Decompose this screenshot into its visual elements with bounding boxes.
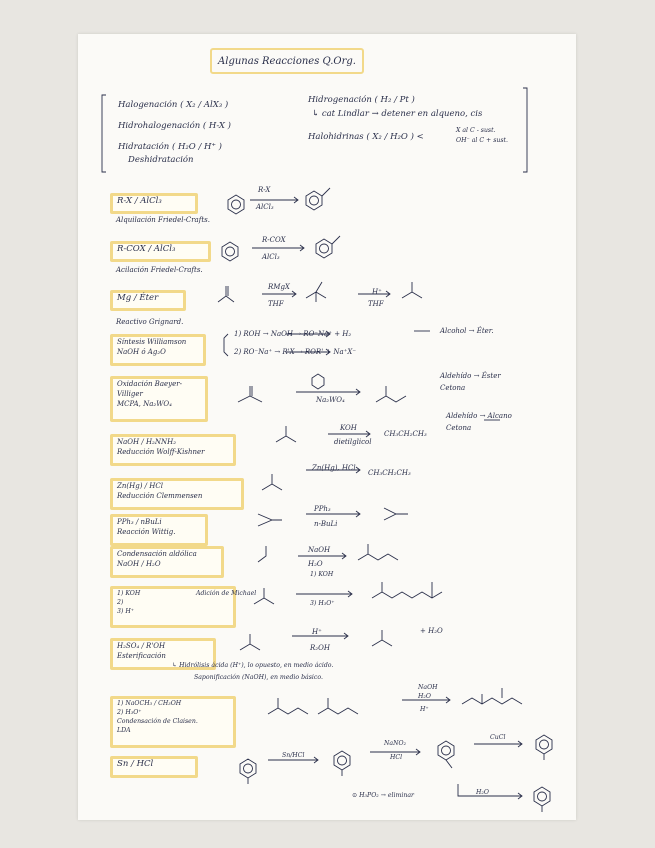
hydrolysis-note: ↳ Hidrólisis ácida (H⁺), lo opuesto, en medio ácido. [172,662,334,669]
reagent-box-wolff-kishner: NaOH / H₂NNH₂ Reducción Wolff-Kishner [110,434,236,466]
arrow-label: AlCl₃ [256,203,274,211]
arrow-label: Sn/HCl [282,752,305,759]
reagent-box-baeyer-villiger: Oxidación Baeyer- Villiger MCPA, Na₂WO₄ [110,376,208,422]
wk-product: CH₃CH₂CH₃ [384,430,427,438]
caption-grignard: Reactivo Grignard. [116,318,184,326]
arrow-label: HCl [390,754,403,761]
williamson-note: Alcohol → Éter. [440,327,494,335]
arrow-label: NaOH [418,684,438,691]
arrow-label: H₂O [308,560,323,568]
williamson-step-1: 1) ROH → NaOH → RO⁻Na⁺ + H₂ [234,330,352,338]
benzene-ring-icon [222,242,238,261]
arrow-label: dietilglicol [334,438,372,446]
reagent-box-michael: 1) KOH 2) 3) H⁺ [110,586,236,628]
diazonium-ring-icon [438,741,454,768]
arrow-label: 3) H₃O⁺ [310,600,335,607]
esterification-byproduct: + H₂O [420,627,443,635]
caption-acylation: Acilación Friedel-Crafts. [116,266,203,274]
summary-left-4: Deshidratación [128,155,194,165]
arrow-label: H₂O [476,789,489,796]
page-title: Algunas Reacciones Q.Org. [210,48,364,74]
arrow-label: H⁺ [372,288,382,296]
reagent-box-grignard: Mg / Éter [110,290,186,311]
reagent-box-sn-hcl: Sn / HCl [110,756,198,778]
arrow-label: 1) KOH [310,571,334,578]
arrow-label: n-BuLi [314,520,338,528]
wk-note-2: Cetona [446,424,472,432]
arrow-label: NaNO₂ [384,740,407,747]
saponification-note: Saponificación (NaOH), en medio básico. [194,674,323,681]
reagent-box-williamson: Síntesis Williamson NaOH ó Ag₂O [110,334,206,366]
summary-right-2: ↳ cat Lindlar → detener en alqueno, cis [312,109,483,119]
arrow-label: R-X [258,186,271,194]
arrow-label: AlCl₃ [262,253,280,261]
caption-alkylation: Alquilación Friedel-Crafts. [116,216,210,224]
reagent-box-acylation: R-COX / AlCl₃ [110,241,211,262]
phenol-icon [534,787,550,812]
wk-note-1: Aldehído → Alcano [446,412,512,420]
nitrobenzene-icon [240,759,256,784]
arrow-label: CuCl [490,734,506,741]
summary-right-1: Hidrogenación ( H₂ / Pt ) [308,95,415,105]
arrow-label: RMgX [268,283,290,291]
clemmensen-product: CH₃CH₂CH₃ [368,469,411,477]
arrow-label: H₂O [418,693,431,700]
arrow-label: Zn(Hg), HCl [312,464,356,472]
arrow-label: NaOH [308,546,331,554]
reagent-box-claisen: 1) NaOCH₃ / CH₃OH 2) H₃O⁺ Condensación de Claisen. LDA [110,696,236,748]
arrow-label: H⁺ [312,628,322,636]
mcpba-ring-icon [312,374,324,389]
summary-right-3: Halohidrinas ( X₂ / H₂O ) < [308,132,424,142]
chlorobenzene-icon [536,735,552,760]
williamson-step-2: 2) RO⁻Na⁺ → R'X → ROR' + Na⁺X⁻ [234,348,357,356]
michael-side-label: Adición de Michael [196,590,257,597]
benzene-ring-icon [316,236,340,258]
arrow-label: THF [368,300,384,308]
benzene-ring-icon [306,188,330,210]
summary-right-3b: OH⁻ al C + sust. [456,137,508,144]
arrow-label: THF [268,300,284,308]
arrow-label: KOH [340,424,357,432]
summary-left-1: Halogenación ( X₂ / AlX₃ ) [118,100,229,110]
arrow-label: R-COX [262,236,286,244]
benzene-ring-icon [228,195,244,214]
reagent-box-aldol: Condensación aldólica NaOH / H₂O [110,546,224,578]
bv-note-2: Cetona [440,384,466,392]
arrow-label: PPh₃ [314,505,331,513]
arrow-label: H⁺ [420,706,429,713]
arrow-label: Na₂WO₄ [316,396,345,404]
arrow-label: R₂OH [310,644,330,652]
aniline-icon [334,751,350,776]
summary-left-2: Hidrohalogenación ( H-X ) [118,121,231,131]
reagent-box-wittig: PPh₃ / nBuLi Reacción Wittig. [110,514,208,546]
summary-left-3: Hidratación ( H₂O / H⁺ ) [118,142,222,152]
reagent-box-esterification: H₂SO₄ / R'OH Esterificación [110,638,216,670]
diazonium-footer-note: ⊙ H₃PO₂ → eliminar [352,792,414,799]
summary-right-3a: X al C - sust. [456,127,496,134]
bv-note-1: Aldehído → Éster [440,372,501,380]
reagent-box-alkylation: R-X / AlCl₃ [110,193,198,214]
reagent-box-clemmensen: Zn(Hg) / HCl Reducción Clemmensen [110,478,244,510]
